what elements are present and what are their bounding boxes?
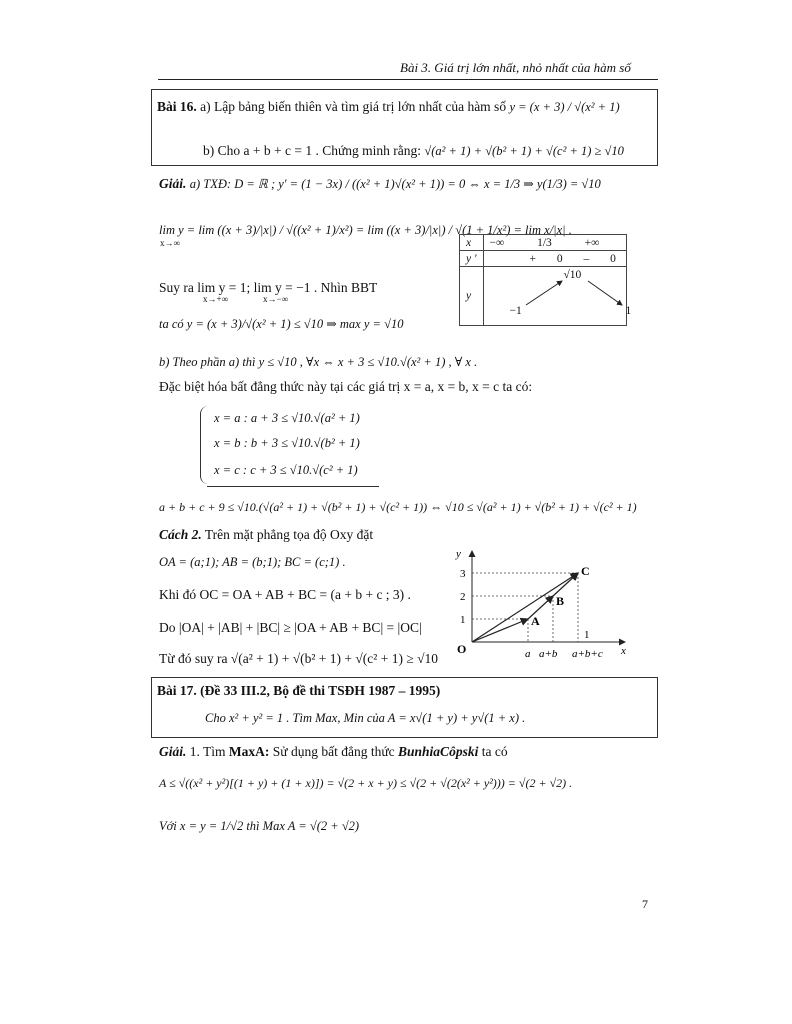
solution-17-intro (159, 744, 508, 760)
table-cell: x (460, 235, 484, 251)
problem-16-label: Bài 16. (157, 99, 197, 114)
limit-sub-plus: x→+∞ (203, 294, 228, 304)
table-cell: y ′ (460, 251, 484, 267)
solution-16-line3: Suy ra lim y = 1; lim y = −1 . Nhìn BBT (159, 280, 378, 295)
x-tick-a: a (525, 648, 531, 660)
header-rule (158, 79, 658, 80)
x-tick-one: 1 (584, 629, 590, 641)
system-line-1: x = a : a + 3 ≤ √10.√(a² + 1) (214, 411, 360, 425)
max-label: MaxA: (228, 744, 270, 759)
inequality-name: BunhiaCôpski (398, 744, 479, 759)
y-max-value: √10 (563, 269, 582, 281)
solution-16-specialize: Đặc biệt hóa bất đẳng thức này tại các giá trị x = a, x = b, x = c ta có: (159, 379, 533, 394)
problem-16-function: y = (x + 3) / √(x² + 1) (509, 100, 620, 114)
max-value-line: Với x = y = 1/√2 thì Max A = √(2 + √2) (159, 819, 360, 833)
table-cell (483, 267, 632, 326)
point-c: C (581, 564, 590, 578)
tail-text: ta có (481, 744, 508, 759)
vector-sum: Khi đó OC = OA + AB + BC = (a + b + c ; 3) . (159, 587, 411, 602)
problem-16-text-a: a) Lập bảng biến thiên và tìm giá trị lớn nhất của hàm số (200, 99, 507, 114)
solution-label: Giải. (159, 176, 187, 191)
use-text: Sử dụng bất đẳng thức (272, 744, 395, 759)
solution-16-line4 (159, 316, 403, 332)
problem-17-statement: Cho x² + y² = 1 . Tìm Max, Min của A = x√(1 + y) + y√(1 + x) . (205, 711, 526, 725)
y-tick-3: 3 (460, 568, 466, 580)
table-row-y (460, 267, 627, 326)
problem-16-inequality: √(a² + 1) + √(b² + 1) + √(c² + 1) ≥ √10 (424, 144, 624, 158)
problem-16-text-b: b) Cho a + b + c = 1 . Chứng minh rằng: (203, 143, 422, 158)
table-cell (483, 251, 626, 267)
table-row-x (460, 235, 627, 251)
derivative-line: a) TXĐ: D = ℝ ; y′ = (1 − 3x) / ((x² + 1)√(x² + 1)) = 0 ⇔ x = 1/3 ⇒ y(1/3) = √10 (189, 177, 601, 191)
vector-oa (472, 619, 528, 642)
system-line-3: x = c : c + 3 ≤ √10.√(c² + 1) (214, 463, 358, 477)
y-tick-2: 2 (460, 591, 466, 603)
step-text: 1. Tìm (189, 744, 226, 759)
method-2-label: Cách 2. (159, 527, 202, 542)
x-tick-abc: a+b+c (572, 648, 603, 660)
sum-inequality: a + b + c + 9 ≤ √10.(√(a² + 1) + √(b² + 1) + √(c² + 1)) ⇔ √10 ≤ √(a² + 1) + √(b² + 1) + √(c² + 1) (159, 500, 637, 514)
page-number: 7 (642, 897, 648, 911)
table-row-yprime (460, 251, 627, 267)
running-header: Bài 3. Giá trị lớn nhất, nhỏ nhất của hàm số (400, 60, 631, 75)
vector-conclusion: Từ đó suy ra √(a² + 1) + √(b² + 1) + √(c² + 1) ≥ √10 (159, 651, 439, 666)
end-zero: 0 (610, 252, 616, 265)
minus-infinity: −∞ (489, 236, 505, 249)
max-line: ta có y = (x + 3)/√(x² + 1) ≤ √10 ⇒ max y = √10 (159, 317, 404, 331)
critical-point: 1/3 (537, 236, 552, 249)
sign-zero: 0 (556, 252, 563, 265)
variation-table (459, 234, 632, 326)
plus-infinity: +∞ (584, 236, 600, 249)
limit-sub-minus: x→−∞ (263, 294, 288, 304)
solution-17-inequality: A ≤ √((x² + y²)[(1 + y) + (1 + x)]) = √(2 + x + y) ≤ √(2 + √(2(x² + y²))) = √(2 + √2) . (159, 776, 573, 790)
sign-plus: + (529, 252, 536, 265)
point-b: B (556, 594, 565, 608)
method-2-line (159, 527, 373, 543)
vector-bc (553, 573, 578, 596)
solution-17-max (159, 818, 359, 834)
solution-16-part-b (159, 354, 477, 370)
sign-minus: – (583, 252, 590, 265)
solution-label: Giải. (159, 744, 187, 759)
problem-16-part-b (203, 143, 624, 159)
method-2-text: Trên mặt phẳng tọa độ Oxy đặt (204, 527, 374, 542)
vector-figure (450, 545, 640, 660)
table-cell: y (460, 267, 484, 326)
table-cell (483, 235, 626, 251)
point-a: A (531, 614, 540, 628)
variation-arrows (484, 267, 644, 325)
vector-definitions: OA = (a;1); AB = (b;1); BC = (c;1) . (159, 555, 346, 569)
x-tick-ab: a+b (539, 648, 558, 660)
limit-subscript: x→∞ (160, 238, 180, 248)
problem-17-text (205, 710, 525, 726)
origin-label: O (457, 642, 467, 656)
y-tick-1: 1 (460, 614, 466, 626)
system-brace (200, 406, 209, 484)
part-b-line: b) Theo phần a) thì y ≤ √10 , ∀x ⇔ x + 3 ≤ √10.√(x² + 1) , ∀ x . (159, 355, 478, 369)
y-axis-label: y (456, 548, 461, 560)
vector-norm-inequality: Do |OA| + |AB| + |BC| ≥ |OA + AB + BC| = |OC| (159, 620, 422, 635)
y-right-value: 1 (625, 305, 632, 317)
solution-16-line1 (159, 176, 601, 192)
problem-16-part-a (157, 99, 620, 115)
x-axis-label: x (621, 645, 626, 657)
system-line-2: x = b : b + 3 ≤ √10.√(b² + 1) (214, 436, 360, 450)
problem-17-label: Bài 17. (Đề 33 III.2, Bộ đề thi TSĐH 1987 – 1995) (157, 683, 441, 698)
y-left-value: −1 (509, 305, 522, 317)
limit-line: lim y = lim ((x + 3)/|x|) / √((x² + 1)/x²) = lim ((x + 3)/|x|) / √(1 + 1/x²) = lim x/|x| . (159, 223, 572, 237)
sum-rule (207, 486, 379, 487)
